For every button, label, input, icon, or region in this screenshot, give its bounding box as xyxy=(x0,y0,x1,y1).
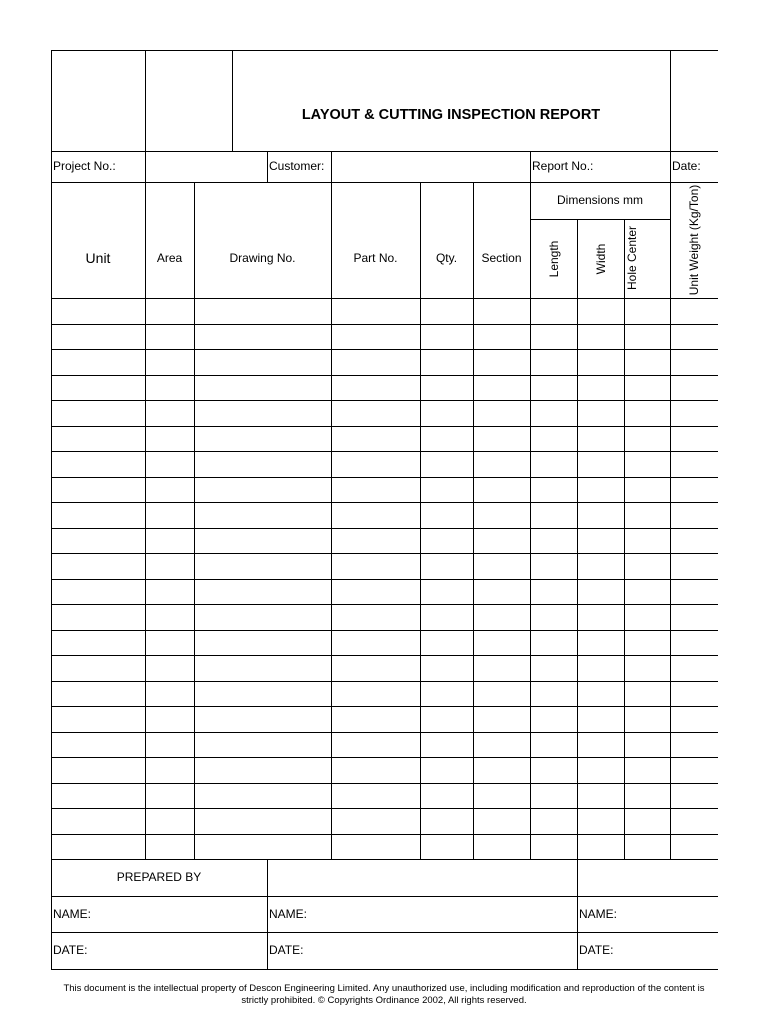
header-divider-right xyxy=(670,50,671,860)
reviewed-date-label: DATE: xyxy=(269,943,304,957)
col-line-hole-center xyxy=(624,219,625,860)
table-row-line xyxy=(51,681,718,682)
table-row-line xyxy=(51,502,718,503)
header-bottom-line xyxy=(51,151,718,152)
signature-row-line-1 xyxy=(51,896,718,897)
table-row-line xyxy=(51,706,718,707)
info-row-bottom-line xyxy=(51,182,718,183)
col-line-drawing xyxy=(194,182,195,860)
reviewed-name-label: NAME: xyxy=(269,907,308,921)
col-header-width: Width xyxy=(594,243,608,275)
table-row-line xyxy=(51,732,718,733)
col-header-unit-weight: Unit Weight (Kg/Ton) xyxy=(687,184,701,296)
approved-name-label: NAME: xyxy=(579,907,618,921)
border-top xyxy=(51,50,718,51)
col-header-unit: Unit xyxy=(85,250,111,266)
table-row-line xyxy=(51,528,718,529)
table-row-line xyxy=(51,834,718,835)
signature-divider-1 xyxy=(267,859,268,970)
footer-line-2: strictly prohibited. © Copyrights Ordinance 2002, All rights reserved. xyxy=(241,995,527,1006)
table-row-line xyxy=(51,324,718,325)
col-line-qty xyxy=(420,182,421,860)
prepared-by-label: PREPARED BY xyxy=(116,870,202,884)
table-row-line xyxy=(51,783,718,784)
table-row-line xyxy=(51,426,718,427)
col-header-qty: Qty. xyxy=(435,251,458,265)
report-title: LAYOUT & CUTTING INSPECTION REPORT xyxy=(301,107,601,123)
copyright-footer xyxy=(20,983,748,1007)
project-no-label: Project No.: xyxy=(53,159,116,173)
report-no-label: Report No.: xyxy=(532,159,594,173)
col-header-area: Area xyxy=(156,251,183,265)
table-row-line xyxy=(51,477,718,478)
header-divider-2 xyxy=(232,50,233,151)
customer-label: Customer: xyxy=(269,159,325,173)
signature-bottom-line xyxy=(51,969,718,970)
signature-divider-2 xyxy=(577,859,578,970)
prepared-name-label: NAME: xyxy=(53,907,92,921)
col-line-part xyxy=(331,182,332,860)
prepared-date-label: DATE: xyxy=(53,943,88,957)
col-header-section: Section xyxy=(481,251,522,265)
table-row-line xyxy=(51,655,718,656)
col-header-dimensions: Dimensions mm xyxy=(556,193,643,207)
signature-top-line xyxy=(51,859,718,860)
col-line-area xyxy=(145,182,146,860)
header-divider-1 xyxy=(145,50,146,182)
table-row-line xyxy=(51,604,718,605)
info-divider-report xyxy=(530,151,531,182)
col-header-part-no: Part No. xyxy=(353,251,398,265)
footer-line-1: This document is the intellectual property of Descon Engineering Limited. Any unauthorized use, including modification and reproduction of the content is xyxy=(63,983,705,994)
column-header-bottom-line xyxy=(51,298,718,299)
table-row-line xyxy=(51,630,718,631)
approved-date-label: DATE: xyxy=(579,943,614,957)
col-line-length xyxy=(530,182,531,860)
col-header-length: Length xyxy=(547,240,561,278)
table-row-line xyxy=(51,375,718,376)
col-header-drawing-no: Drawing No. xyxy=(229,251,296,265)
table-row-line xyxy=(51,400,718,401)
table-row-line xyxy=(51,757,718,758)
date-label: Date: xyxy=(672,159,701,173)
info-divider-customer-value xyxy=(331,151,332,182)
col-line-section xyxy=(473,182,474,860)
table-row-line xyxy=(51,579,718,580)
col-header-hole-center: Hole Center xyxy=(625,225,639,291)
table-row-line xyxy=(51,349,718,350)
table-row-line xyxy=(51,808,718,809)
border-left xyxy=(51,50,52,970)
signature-row-line-2 xyxy=(51,932,718,933)
table-row-line xyxy=(51,553,718,554)
info-divider-customer xyxy=(267,151,268,182)
table-row-line xyxy=(51,451,718,452)
col-line-width xyxy=(577,219,578,860)
dimensions-group-underline xyxy=(530,219,670,220)
